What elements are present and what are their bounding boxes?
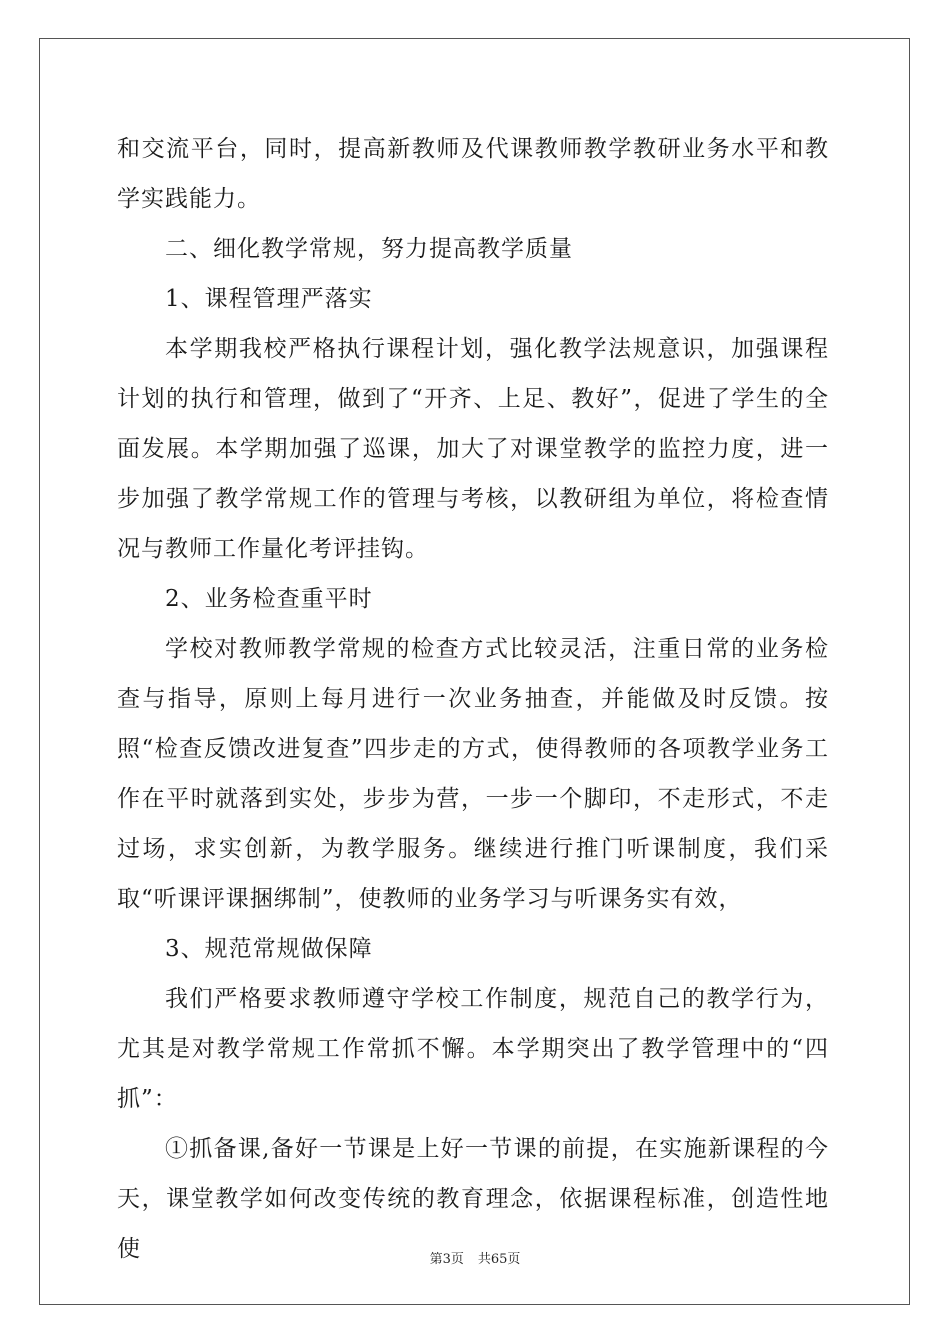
page-footer — [0, 1248, 950, 1267]
subsection-heading: 1、课程管理严落实 — [165, 286, 373, 312]
page-total: 共65页 — [477, 1252, 521, 1267]
paragraph: 本学期我校严格执行课程计划，强化教学法规意识，加强课程计划的执行和管理，做到了“开齐、上足、教好”，促进了学生的全面发展。本学期加强了巡课，加大了对课堂教学的监控力度，进一步加强了教学常规工作的管理与考核，以教研组为单位，将检查情况与教师工作量化考评挂钩。 — [117, 336, 829, 562]
paragraph: ①抓备课,备好一节课是上好一节课的前提，在实施新课程的今天，课堂教学如何改变传统的教育理念，依据课程标准，创造性地使 — [117, 1136, 829, 1262]
paragraph: 和交流平台，同时，提高新教师及代课教师教学教研业务水平和教学实践能力。 — [117, 136, 829, 212]
paragraph: 我们严格要求教师遵守学校工作制度，规范自己的教学行为，尤其是对教学常规工作常抓不懈。本学期突出了教学管理中的“四抓”： — [117, 986, 829, 1112]
section-heading: 二、细化教学常规，努力提高教学质量 — [165, 236, 573, 262]
page-number: 第3页 — [429, 1252, 464, 1267]
document-body — [117, 124, 829, 1274]
subsection-heading: 3、规范常规做保障 — [165, 936, 373, 962]
subsection-heading: 2、业务检查重平时 — [165, 586, 373, 612]
paragraph: 学校对教师教学常规的检查方式比较灵活，注重日常的业务检查与指导，原则上每月进行一次业务抽查，并能做及时反馈。按照“检查反馈改进复查”四步走的方式，使得教师的各项教学业务工作在平时就落到实处，步步为营，一步一个脚印，不走形式，不走过场，求实创新，为教学服务。继续进行推门听课制度，我们采取“听课评课捆绑制”，使教师的业务学习与听课务实有效， — [117, 636, 829, 912]
